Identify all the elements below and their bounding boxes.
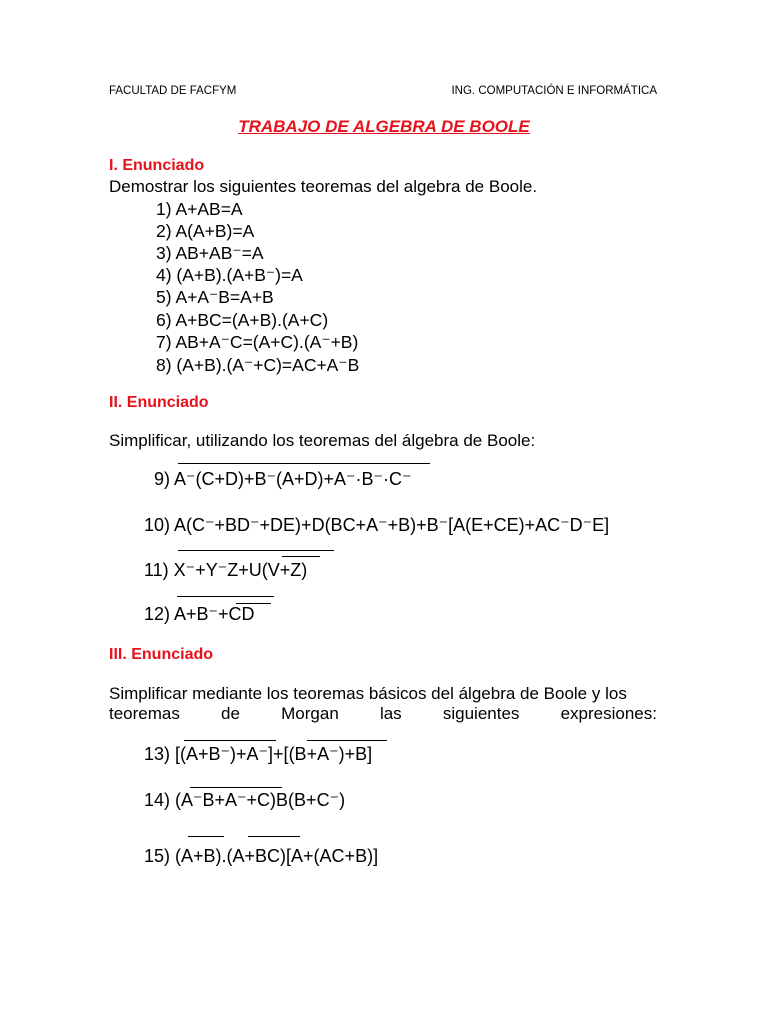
overline-14 — [190, 787, 282, 788]
overline-9 — [178, 463, 430, 464]
section3-intro-line1: Simplificar mediante los teoremas básicos del álgebra de Boole y los — [109, 684, 627, 703]
theorem-6: 6) A+BC=(A+B).(A+C) — [156, 310, 329, 330]
intro-word: expresiones: — [560, 704, 657, 723]
document-title: TRABAJO DE ALGEBRA DE BOOLE — [238, 117, 530, 136]
overline-15-right — [248, 836, 300, 837]
overline-11-inner — [282, 556, 320, 557]
intro-word: las — [379, 704, 402, 723]
intro-word: Morgan — [281, 704, 339, 723]
theorem-1: 1) A+AB=A — [156, 199, 243, 219]
expression-15: 15) (A+B).(A+BC)[A+(AC+B)] — [144, 846, 379, 866]
intro-word: teoremas — [109, 704, 180, 723]
overline-12-outer — [177, 596, 274, 597]
overline-11-outer — [178, 550, 334, 551]
theorem-8: 8) (A+B).(A⁻+C)=AC+A⁻B — [156, 355, 360, 375]
overline-15-left — [188, 836, 224, 837]
header-left: FACULTAD DE FACFYM — [109, 85, 237, 97]
section2-intro: Simplificar, utilizando los teoremas del álgebra de Boole: — [109, 431, 536, 450]
section1-heading: I. Enunciado — [109, 157, 205, 174]
section2-heading: II. Enunciado — [109, 394, 209, 411]
section3-intro-line2 — [109, 704, 657, 724]
theorem-5: 5) A+A⁻B=A+B — [156, 287, 274, 307]
expression-13: 13) [(A+B⁻)+A⁻]+[(B+A⁻)+B] — [144, 744, 373, 764]
section1-intro: Demostrar los siguientes teoremas del algebra de Boole. — [109, 177, 538, 196]
expression-14: 14) (A⁻B+A⁻+C)B(B+C⁻) — [144, 790, 346, 810]
header-right: ING. COMPUTACIÓN E INFORMÁTICA — [451, 85, 657, 97]
overline-13-left — [184, 740, 276, 741]
expression-12: 12) A+B⁻+CD — [144, 604, 255, 624]
theorem-2: 2) A(A+B)=A — [156, 221, 255, 241]
overline-13-right — [307, 740, 387, 741]
intro-word: siguientes — [442, 704, 520, 723]
expression-9: 9) A⁻(C+D)+B⁻(A+D)+A⁻·B⁻·C⁻ — [154, 469, 412, 489]
expression-11: 11) X⁻+Y⁻Z+U(V+Z) — [144, 560, 308, 580]
intro-word: de — [221, 704, 240, 723]
section3-heading: III. Enunciado — [109, 646, 214, 663]
theorem-7: 7) AB+A⁻C=(A+C).(A⁻+B) — [156, 332, 359, 352]
expression-10: 10) A(C⁻+BD⁻+DE)+D(BC+A⁻+B)+B⁻[A(E+CE)+AC⁻D⁻E] — [144, 515, 610, 535]
theorem-3: 3) AB+AB⁻=A — [156, 243, 264, 263]
theorem-4: 4) (A+B).(A+B⁻)=A — [156, 265, 303, 285]
